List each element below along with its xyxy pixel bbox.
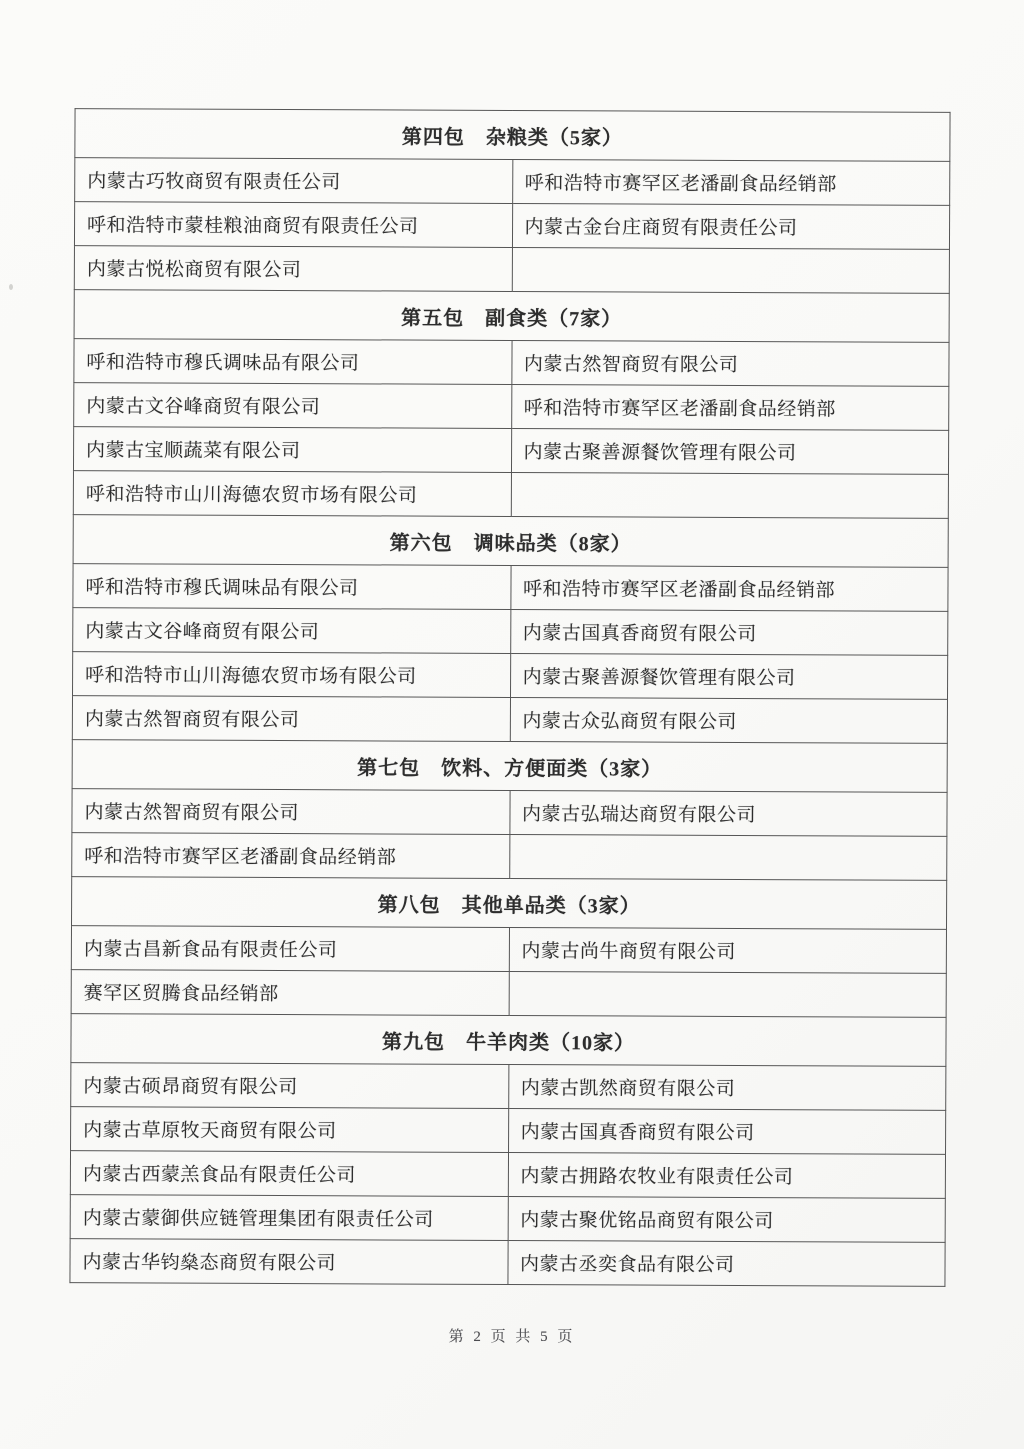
company-cell: 内蒙古文谷峰商贸有限公司 — [73, 608, 511, 654]
section-header-row — [75, 109, 950, 162]
company-cell: 内蒙古宝顺蔬菜有限公司 — [73, 427, 511, 473]
table-row — [73, 608, 948, 656]
company-cell: 呼和浩特市山川海德农贸市场有限公司 — [73, 652, 511, 698]
company-cell: 内蒙古拥路农牧业有限责任公司 — [508, 1152, 946, 1198]
table-row — [73, 564, 948, 612]
company-cell: 内蒙古尚牛商贸有限公司 — [509, 927, 947, 973]
section-header-row — [73, 515, 948, 568]
company-cell: 内蒙古凯然商贸有限公司 — [508, 1064, 946, 1110]
company-cell: 内蒙古金台庄商贸有限责任公司 — [512, 204, 950, 250]
supplier-award-table — [69, 108, 950, 1287]
table-row — [74, 383, 949, 431]
company-cell: 内蒙古蒙御供应链管理集团有限责任公司 — [70, 1195, 508, 1241]
table-row — [75, 158, 950, 206]
company-cell: 呼和浩特市赛罕区老潘副食品经销部 — [512, 160, 950, 206]
company-cell: 内蒙古然智商贸有限公司 — [72, 789, 510, 835]
company-cell: 内蒙古国真香商贸有限公司 — [508, 1108, 946, 1154]
company-cell: 内蒙古西蒙羔食品有限责任公司 — [70, 1151, 508, 1197]
company-cell: 呼和浩特市穆氏调味品有限公司 — [74, 339, 512, 385]
award-table-body — [70, 109, 950, 1287]
section-title: 第六包 调味品类（8家） — [73, 515, 948, 568]
company-cell: 呼和浩特市蒙桂粮油商贸有限责任公司 — [74, 202, 512, 248]
company-cell: 呼和浩特市穆氏调味品有限公司 — [73, 564, 511, 610]
company-cell: 内蒙古聚善源餐饮管理有限公司 — [510, 654, 948, 700]
table-row — [70, 1239, 945, 1287]
table-row — [74, 246, 949, 294]
table-row — [72, 696, 947, 744]
company-cell: 内蒙古巧牧商贸有限责任公司 — [75, 158, 513, 204]
company-cell: 内蒙古国真香商贸有限公司 — [510, 610, 948, 656]
company-cell: 内蒙古华钧燊态商贸有限公司 — [70, 1239, 508, 1285]
section-title: 第七包 饮料、方便面类（3家） — [72, 740, 947, 793]
company-cell: 内蒙古聚善源餐饮管理有限公司 — [511, 429, 949, 475]
empty-cell — [509, 971, 947, 1017]
company-cell: 内蒙古聚优铭品商贸有限公司 — [508, 1196, 946, 1242]
empty-cell — [511, 473, 949, 519]
table-row — [70, 1195, 945, 1243]
company-cell: 内蒙古文谷峰商贸有限公司 — [74, 383, 512, 429]
table-row — [73, 652, 948, 700]
empty-cell — [512, 248, 950, 294]
section-header-row — [74, 290, 949, 343]
company-cell: 呼和浩特市赛罕区老潘副食品经销部 — [510, 566, 948, 612]
empty-cell — [509, 834, 947, 880]
section-title: 第九包 牛羊肉类（10家） — [71, 1014, 946, 1067]
company-cell: 赛罕区贸腾食品经销部 — [71, 970, 509, 1016]
company-cell: 内蒙古丞奕食品有限公司 — [507, 1240, 945, 1286]
table-row — [71, 1063, 946, 1111]
table-row — [71, 1107, 946, 1155]
table-row — [71, 970, 946, 1018]
table-row — [73, 471, 948, 519]
table-row — [74, 202, 949, 250]
company-cell: 内蒙古众弘商贸有限公司 — [510, 698, 948, 744]
company-cell: 内蒙古昌新食品有限责任公司 — [71, 926, 509, 972]
company-cell: 内蒙古弘瑞达商贸有限公司 — [509, 790, 947, 836]
company-cell: 内蒙古然智商贸有限公司 — [72, 696, 510, 742]
section-title: 第四包 杂粮类（5家） — [75, 109, 950, 162]
company-cell: 内蒙古然智商贸有限公司 — [511, 341, 949, 387]
section-title: 第八包 其他单品类（3家） — [72, 877, 947, 930]
section-header-row — [72, 740, 947, 793]
company-cell: 内蒙古硕昂商贸有限公司 — [71, 1063, 509, 1109]
company-cell: 呼和浩特市赛罕区老潘副食品经销部 — [72, 833, 510, 879]
company-cell: 呼和浩特市赛罕区老潘副食品经销部 — [511, 385, 949, 431]
company-cell: 内蒙古草原牧天商贸有限公司 — [71, 1107, 509, 1153]
section-header-row — [72, 877, 947, 930]
table-row — [73, 427, 948, 475]
company-cell: 内蒙古悦松商贸有限公司 — [74, 246, 512, 292]
company-cell: 呼和浩特市山川海德农贸市场有限公司 — [73, 471, 511, 517]
section-title: 第五包 副食类（7家） — [74, 290, 949, 343]
table-row — [74, 339, 949, 387]
page-number-indicator: 第 2 页 共 5 页 — [448, 1329, 576, 1345]
table-row — [70, 1151, 945, 1199]
scan-artifact — [9, 284, 13, 290]
table-row — [72, 789, 947, 837]
section-header-row — [71, 1014, 946, 1067]
table-row — [71, 926, 946, 974]
table-row — [72, 833, 947, 881]
